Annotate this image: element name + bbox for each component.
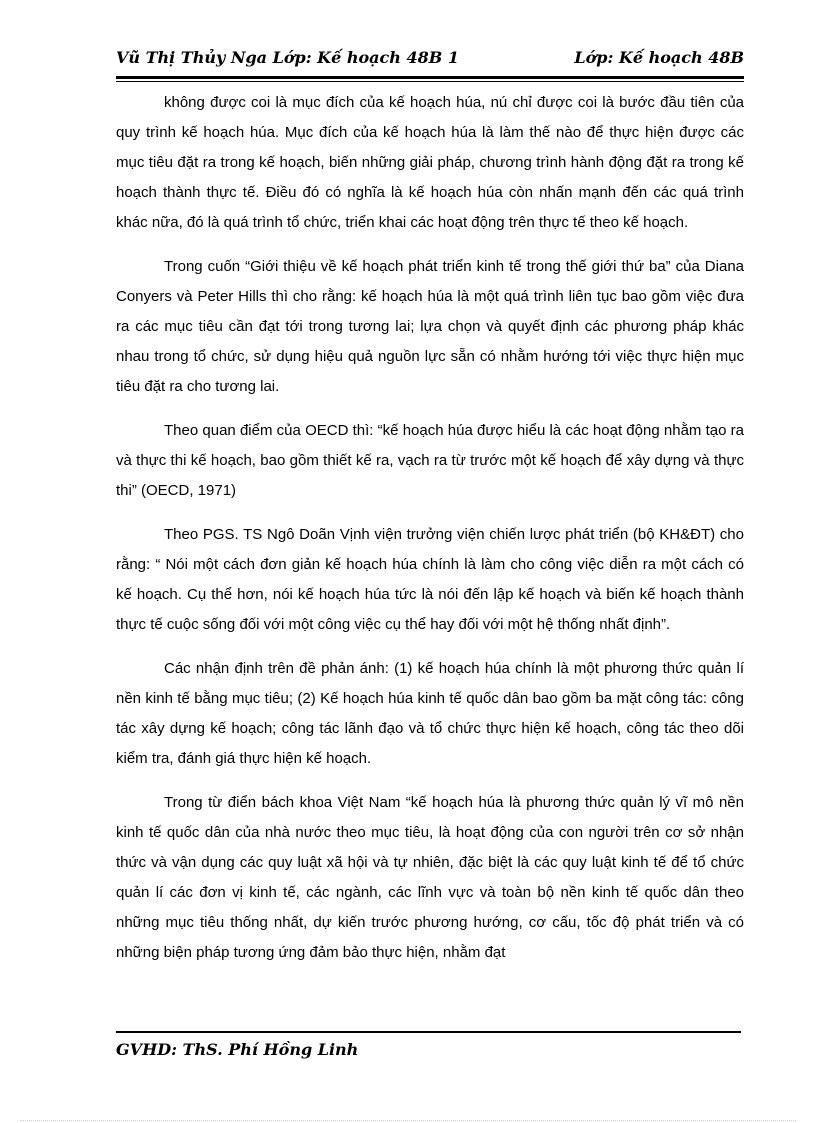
paragraph-4: Theo PGS. TS Ngô Doãn Vịnh viện trưởng viện chiến lược phát triển (bộ KH&ĐT) cho rằng: “ Nói một cách đơn giản kế hoạch húa chính là làm cho công việc diễn ra một cách có kế hoạch. Cụ thể hơn, nói kế hoạch húa tức là nói đến lập kế hoạch và biến kế hoạch thành thực tế cuộc sống đối với một công việc cụ thể hay đối với một hệ thống nhất định”. [116, 526, 744, 633]
footer-rule [116, 1031, 741, 1033]
paragraph-2: Trong cuốn “Giới thiệu về kế hoạch phát triển kinh tế trong thế giới thứ ba” của Diana Conyers và Peter Hills thì cho rằng: kế hoạch húa là một quá trình liên tục bao gồm việc đưa ra các mục tiêu cần đạt tới trong tương lai; lựa chọn và quyết định các phương pháp khác nhau trong tổ chức, sử dụng hiệu quả nguồn lực sẵn có nhằm hướng tới việc thực hiện mục tiêu đặt ra cho tương lai. [116, 258, 744, 395]
page-bottom-edge [20, 1120, 796, 1121]
header-rule-thick [116, 76, 744, 79]
footer-supervisor: GVHD: ThS. Phí Hồng Linh [116, 1040, 359, 1059]
header-rule-thin [116, 81, 744, 82]
paragraph-6: Trong từ điển bách khoa Việt Nam “kế hoạch húa là phương thức quản lý vĩ mô nền kinh tế quốc dân của nhà nước theo mục tiêu, là hoạt động của con người trên cơ sở nhận thức và vận dụng các quy luật xã hội và tự nhiên, đặc biệt là các quy luật kinh tế để tổ chức quản lí các đơn vị kinh tế, các ngành, các lĩnh vực và toàn bộ nền kinh tế quốc dân theo những mục tiêu thống nhất, dự kiến trước phương hướng, cơ cấu, tốc độ phát triển và có những biện pháp tương ứng đảm bảo thực hiện, nhằm đạt [116, 794, 744, 961]
paragraph-5: Các nhận định trên đề phản ánh: (1) kế hoạch húa chính là một phương thức quản lí nền kinh tế bằng mục tiêu; (2) Kế hoạch húa kinh tế quốc dân bao gồm ba mặt công tác: công tác xây dựng kế hoạch; công tác lãnh đạo và tổ chức thực hiện kế hoạch, công tác theo dõi kiểm tra, đánh giá thực hiện kế hoạch. [116, 660, 744, 767]
page-header [116, 48, 744, 76]
header-class: Lớp: Kế hoạch 48B [574, 48, 744, 67]
document-body [116, 88, 744, 982]
paragraph-1: không được coi là mục đích của kế hoạch húa, nú chỉ được coi là bước đầu tiên của quy trình kế hoạch húa. Mục đích của kế hoạch húa là làm thế nào để thực hiện được các mục tiêu đặt ra trong kế hoạch, biến những giải pháp, chương trình hành động đặt ra trong kế hoạch thành thực tế. Điều đó có nghĩa là kế hoạch húa còn nhấn mạnh đến các quá trình khác nữa, đó là quá trình tổ chức, triển khai các hoạt động trên thực tế theo kế hoạch. [116, 94, 744, 231]
paragraph-3: Theo quan điểm của OECD thì: “kế hoạch húa được hiểu là các hoạt động nhằm tạo ra và thực thi kế hoạch, bao gồm thiết kế ra, vạch ra từ trước một kế hoạch để xây dựng và thực thi” (OECD, 1971) [116, 422, 744, 499]
header-author-class: Vũ Thị Thủy Nga Lớp: Kế hoạch 48B 1 [116, 48, 459, 67]
